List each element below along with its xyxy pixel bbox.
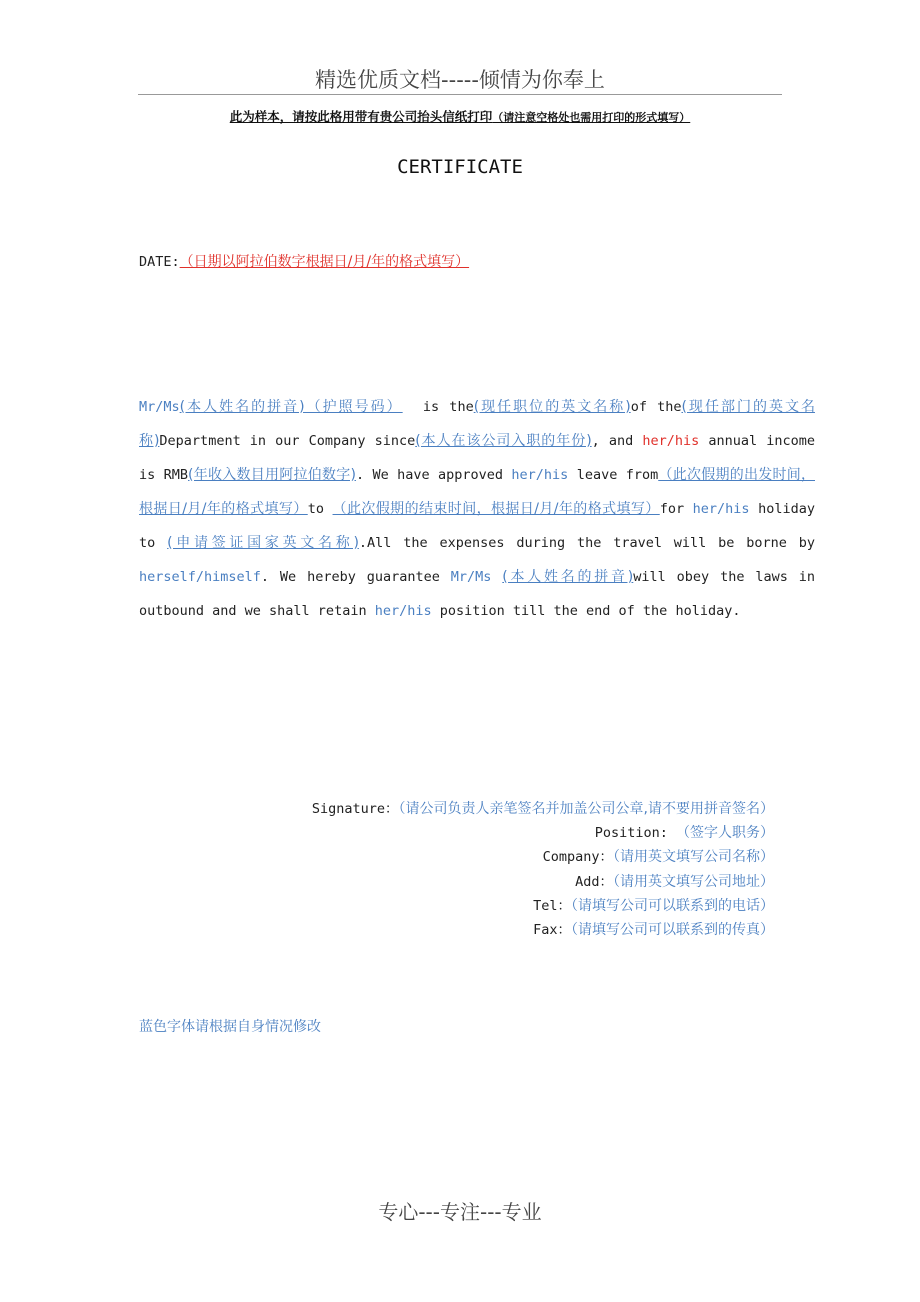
position-placeholder: （签字人职务）: [676, 825, 774, 842]
address-row: [312, 870, 774, 894]
position-field: (现任职位的英文名称): [473, 399, 631, 415]
destination-country-field: (申请签证国家英文名称): [167, 535, 359, 551]
pronoun-field: her/his: [692, 501, 750, 517]
address-label: Add：: [575, 873, 613, 890]
certificate-body: [139, 390, 815, 628]
body-text: [491, 569, 502, 585]
body-text: leave from: [568, 467, 659, 483]
body-text: annual income is RMB: [139, 433, 815, 483]
body-text: . We hereby guarantee: [260, 569, 451, 585]
body-text: of the: [630, 399, 682, 415]
body-text: . We have approved: [355, 467, 512, 483]
name-passport-field: (本人姓名的拼音)（护照号码）: [179, 399, 403, 415]
notice-note: （请注意空格处也需用打印的形式填写）: [492, 111, 691, 124]
body-text: position till the end of the holiday.: [431, 603, 741, 619]
date-label: DATE:: [139, 254, 180, 270]
tel-row: [312, 894, 774, 918]
title-field: Mr/Ms: [450, 569, 492, 585]
body-text: Mr/Ms: [139, 399, 180, 415]
body-text: is the: [402, 399, 474, 415]
signature-placeholder: （请公司负责人亲笔签名并加盖公司公章,请不要用拼音签名）: [398, 801, 774, 817]
name-pinyin-field: (本人姓名的拼音): [502, 569, 634, 585]
position-row: [312, 821, 774, 845]
fax-label: Fax：: [533, 922, 571, 939]
body-text: , and: [591, 433, 643, 449]
date-line: [139, 251, 469, 271]
company-placeholder: （请用英文填写公司名称）: [613, 849, 774, 866]
signature-row: [312, 797, 774, 821]
fax-placeholder: （请填写公司可以联系到的传真）: [571, 922, 774, 939]
document-title: CERTIFICATE: [397, 156, 523, 178]
page-header: 精选优质文档-----倾情为你奉上: [315, 68, 605, 92]
income-field: (年收入数目用阿拉伯数字): [188, 467, 356, 483]
blue-text-note: 蓝色字体请根据自身情况修改: [139, 1019, 321, 1035]
return-date-field: （此次假期的结束时间，根据日/月/年的格式填写）: [332, 501, 660, 517]
company-label: Company：: [542, 849, 613, 866]
body-text: .All the expenses during the travel will be borne by: [358, 535, 815, 551]
header-divider: [138, 94, 782, 95]
join-year-field: (本人在该公司入职的年份): [415, 433, 592, 449]
body-text: for: [659, 501, 693, 517]
body-text: will obey the laws in outbound and we shall retain: [139, 569, 815, 619]
signature-block: [312, 797, 774, 942]
departure-date-field: （此次假期的出发时间，根据日/月/年的格式填写）: [139, 467, 815, 517]
tel-label: Tel：: [533, 897, 571, 914]
body-text: Department in our Company since: [159, 433, 416, 449]
address-placeholder: （请用英文填写公司地址）: [613, 873, 774, 890]
company-row: [312, 845, 774, 869]
body-text: to: [307, 501, 333, 517]
department-field: (现任部门的英文名称): [139, 399, 815, 449]
date-placeholder: （日期以阿拉伯数字根据日/月/年的格式填写）: [179, 254, 470, 270]
pronoun-field: her/his: [511, 467, 569, 483]
reflexive-pronoun-field: herself/himself: [139, 569, 261, 585]
signature-label: Signature：: [311, 801, 399, 817]
pronoun-field: her/his: [374, 603, 432, 619]
tel-placeholder: （请填写公司可以联系到的电话）: [571, 897, 774, 914]
fax-row: [312, 918, 774, 942]
position-label: Position:: [594, 825, 676, 842]
body-text: holiday to: [139, 501, 815, 551]
notice-main: 此为样本，请按此格用带有贵公司抬头信纸打印: [229, 109, 493, 124]
template-notice: [0, 107, 920, 125]
page-footer: 专心---专注---专业: [378, 1200, 542, 1224]
pronoun-field: her/his: [642, 433, 700, 449]
